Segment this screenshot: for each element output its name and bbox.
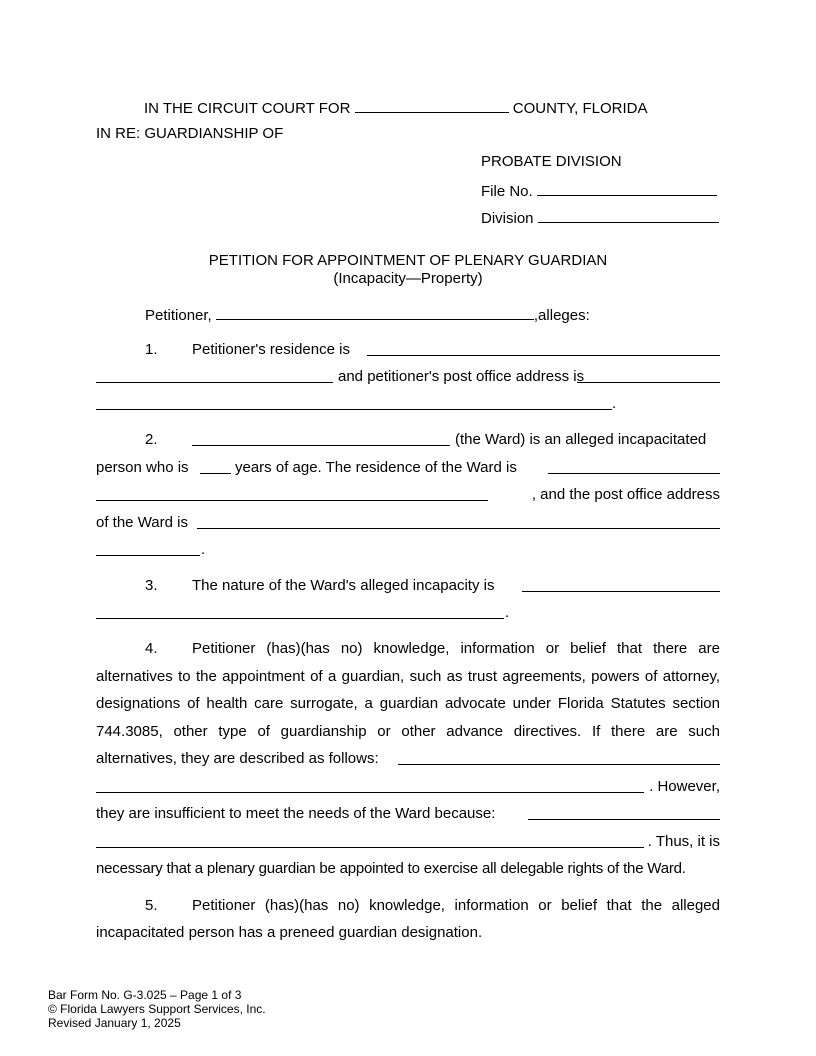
p4-number: 4. (145, 640, 158, 657)
petitioner-intro: Petitioner, ,alleges: (145, 307, 590, 324)
county-blank[interactable] (355, 98, 509, 113)
p2-number: 2. (145, 431, 158, 448)
division-blank[interactable] (538, 208, 719, 223)
ward-po-address-blank-cont[interactable] (96, 541, 200, 556)
footer (48, 988, 266, 1030)
document-title: PETITION FOR APPOINTMENT OF PLENARY GUARDIAN (208, 252, 608, 269)
footer-revised: Revised January 1, 2025 (48, 1016, 181, 1030)
p4-line6: . However, (96, 778, 720, 798)
p1-line3: . (96, 395, 720, 415)
petitioner-residence-blank-cont[interactable] (96, 368, 333, 383)
ward-name-blank[interactable] (192, 431, 450, 446)
in-re-caption: IN RE: GUARDIANSHIP OF (96, 125, 284, 142)
ward-age-blank[interactable] (200, 459, 231, 474)
p5-number: 5. (145, 897, 158, 914)
insufficient-reason-blank[interactable] (528, 805, 720, 820)
p2-line2: person who is years of age. The residence of the Ward is (96, 459, 720, 479)
probate-division: PROBATE DIVISION (481, 153, 622, 170)
petitioner-name-blank[interactable] (216, 305, 534, 320)
footer-form-no: Bar Form No. G-3.025 – Page 1 of 3 (48, 988, 242, 1002)
p3-line1: 3. The nature of the Ward's alleged incapacity is (96, 577, 720, 597)
ward-residence-blank[interactable] (548, 459, 720, 474)
p4-line2: alternatives to the appointment of a guardian, such as trust agreements, powers of attorney, (96, 668, 720, 685)
p2-line4: of the Ward is (96, 514, 720, 534)
insufficient-reason-blank-cont[interactable] (96, 833, 644, 848)
petitioner-po-address-blank-cont[interactable] (96, 395, 612, 410)
file-no-blank[interactable] (537, 181, 717, 196)
p2-line5: . (96, 541, 720, 561)
p1-line2: and petitioner's post office address is (96, 368, 720, 388)
p4-line5: alternatives, they are described as follows: (96, 750, 720, 770)
p2-line1: 2. (the Ward) is an alleged incapacitated (145, 431, 707, 448)
p4-line9: necessary that a plenary guardian be appointed to exercise all delegable rights of the Ward. (96, 860, 686, 877)
file-no-row: File No. (481, 181, 717, 200)
ward-residence-blank-cont[interactable] (96, 486, 488, 501)
p4-line1: 4. Petitioner (has)(has no) knowledge, information or belief that there are (145, 640, 720, 657)
p4-line8: . Thus, it is (96, 833, 720, 853)
alternatives-blank[interactable] (398, 750, 720, 765)
footer-copyright: © Florida Lawyers Support Services, Inc. (48, 1002, 266, 1016)
petitioner-residence-blank[interactable] (367, 341, 720, 356)
p3-line2: . (96, 604, 720, 624)
incapacity-nature-blank-cont[interactable] (96, 604, 504, 619)
p1-line1: 1. Petitioner's residence is (96, 341, 720, 361)
court-caption: IN THE CIRCUIT COURT FOR COUNTY, FLORIDA (144, 100, 648, 117)
document-subtitle: (Incapacity—Property) (333, 270, 483, 287)
incapacity-nature-blank[interactable] (522, 577, 720, 592)
ward-po-address-blank[interactable] (197, 514, 720, 529)
petitioner-po-address-blank[interactable] (577, 368, 720, 383)
p2-line3: , and the post office address (96, 486, 720, 506)
p4-line7: they are insufficient to meet the needs of the Ward because: (96, 805, 720, 825)
division-row: Division (481, 208, 719, 227)
alternatives-blank-cont[interactable] (96, 778, 644, 793)
p4-line4: 744.3085, other type of guardianship or other advance directives. If there are such (96, 723, 720, 740)
p1-number: 1. (145, 341, 158, 358)
p5-line2: incapacitated person has a preneed guardian designation. (96, 924, 483, 941)
p5-line1: 5. Petitioner (has)(has no) knowledge, information or belief that the alleged (145, 897, 720, 914)
p3-number: 3. (145, 577, 158, 594)
p4-line3: designations of health care surrogate, a guardian advocate under Florida Statutes section (96, 695, 720, 712)
